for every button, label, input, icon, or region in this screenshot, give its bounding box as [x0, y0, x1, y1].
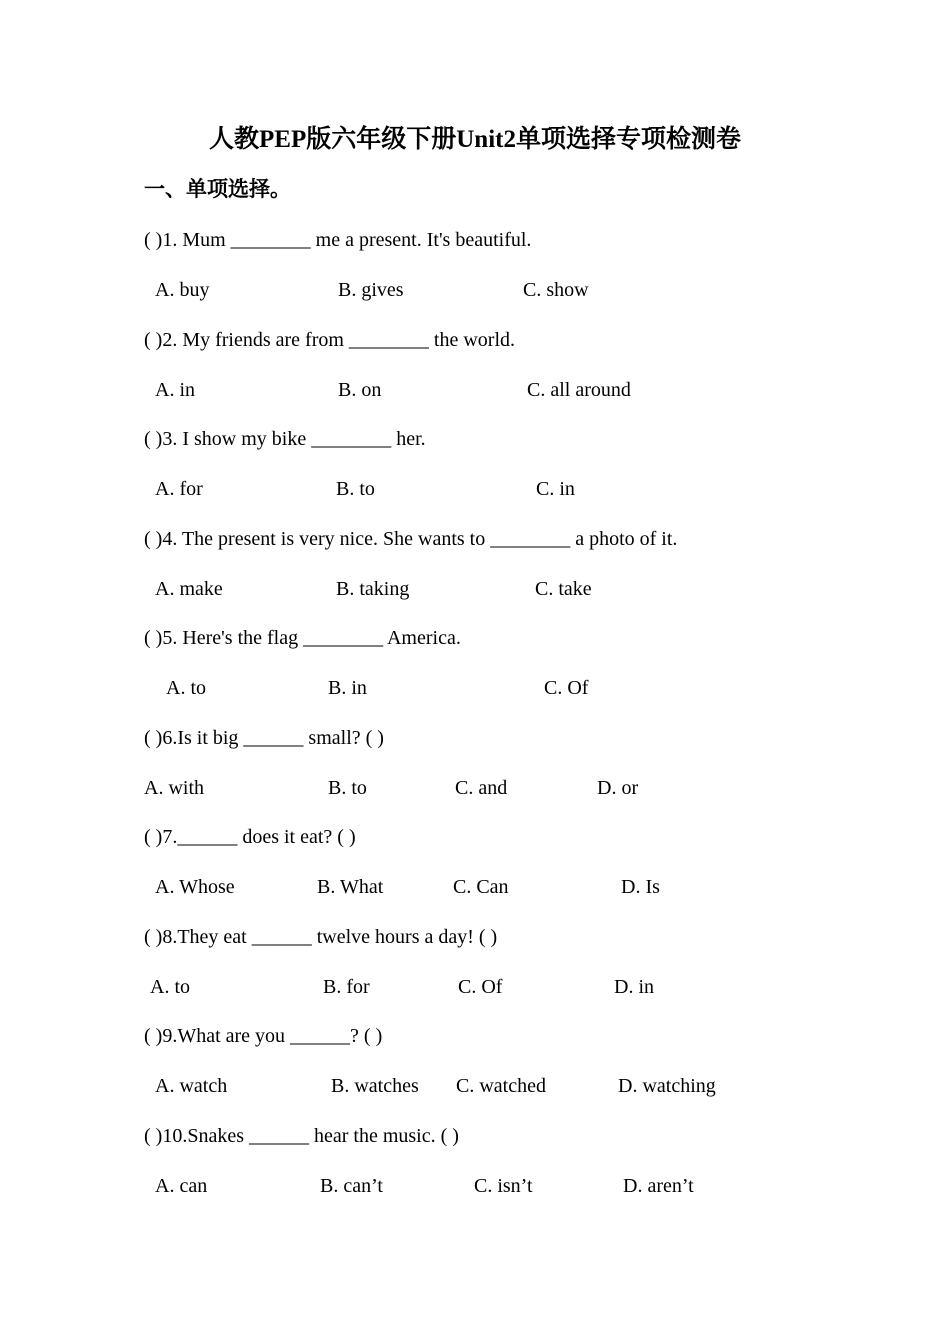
question-3-option-b: B. to: [336, 478, 375, 500]
question-10-option-d: D. aren’t: [623, 1175, 694, 1197]
question-7-option-d: D. Is: [621, 876, 660, 898]
question-1-option-b: B. gives: [338, 279, 404, 301]
question-5-stem: ( )5. Here's the flag ________ America.: [144, 627, 461, 649]
question-8-option-b: B. for: [323, 976, 370, 998]
question-3-option-a: A. for: [155, 478, 203, 500]
question-9-option-b: B. watches: [331, 1075, 419, 1097]
question-9-option-c: C. watched: [456, 1075, 546, 1097]
question-7-option-b: B. What: [317, 876, 384, 898]
question-9-option-a: A. watch: [155, 1075, 228, 1097]
question-8-option-c: C. Of: [458, 976, 503, 998]
question-10-option-c: C. isn’t: [474, 1175, 533, 1197]
question-1-option-c: C. show: [523, 279, 589, 301]
question-6-option-a: A. with: [144, 777, 204, 799]
question-9-option-d: D. watching: [618, 1075, 716, 1097]
question-4-option-a: A. make: [155, 578, 223, 600]
question-7-option-c: C. Can: [453, 876, 509, 898]
question-2-stem: ( )2. My friends are from ________ the world.: [144, 329, 516, 351]
question-1-stem: ( )1. Mum ________ me a present. It's beautiful.: [144, 229, 532, 251]
question-6-stem: ( )6.Is it big ______ small? ( ): [144, 727, 384, 749]
question-10-stem: ( )10.Snakes ______ hear the music. ( ): [144, 1125, 459, 1147]
question-2-option-b: B. on: [338, 379, 382, 401]
question-6-option-b: B. to: [328, 777, 367, 799]
question-6-option-c: C. and: [455, 777, 508, 799]
question-5-option-c: C. Of: [544, 677, 589, 699]
section-heading: 一、单项选择。: [144, 177, 291, 201]
question-2-option-c: C. all around: [527, 379, 631, 401]
question-10-option-a: A. can: [155, 1175, 208, 1197]
question-7-option-a: A. Whose: [155, 876, 235, 898]
page-title: 人教PEP版六年级下册Unit2单项选择专项检测卷: [209, 126, 741, 153]
question-7-stem: ( )7.______ does it eat? ( ): [144, 826, 356, 848]
question-3-stem: ( )3. I show my bike ________ her.: [144, 428, 426, 450]
question-9-stem: ( )9.What are you ______? ( ): [144, 1025, 383, 1047]
question-5-option-a: A. to: [166, 677, 206, 699]
question-4-stem: ( )4. The present is very nice. She wants to ________ a photo of it.: [144, 528, 678, 550]
question-8-option-d: D. in: [614, 976, 654, 998]
question-2-option-a: A. in: [155, 379, 195, 401]
question-1-option-a: A. buy: [155, 279, 210, 301]
question-10-option-b: B. can’t: [320, 1175, 383, 1197]
question-6-option-d: D. or: [597, 777, 639, 799]
question-8-stem: ( )8.They eat ______ twelve hours a day! ( ): [144, 926, 498, 948]
question-4-option-c: C. take: [535, 578, 592, 600]
question-4-option-b: B. taking: [336, 578, 410, 600]
question-8-option-a: A. to: [150, 976, 190, 998]
question-3-option-c: C. in: [536, 478, 575, 500]
question-5-option-b: B. in: [328, 677, 367, 699]
